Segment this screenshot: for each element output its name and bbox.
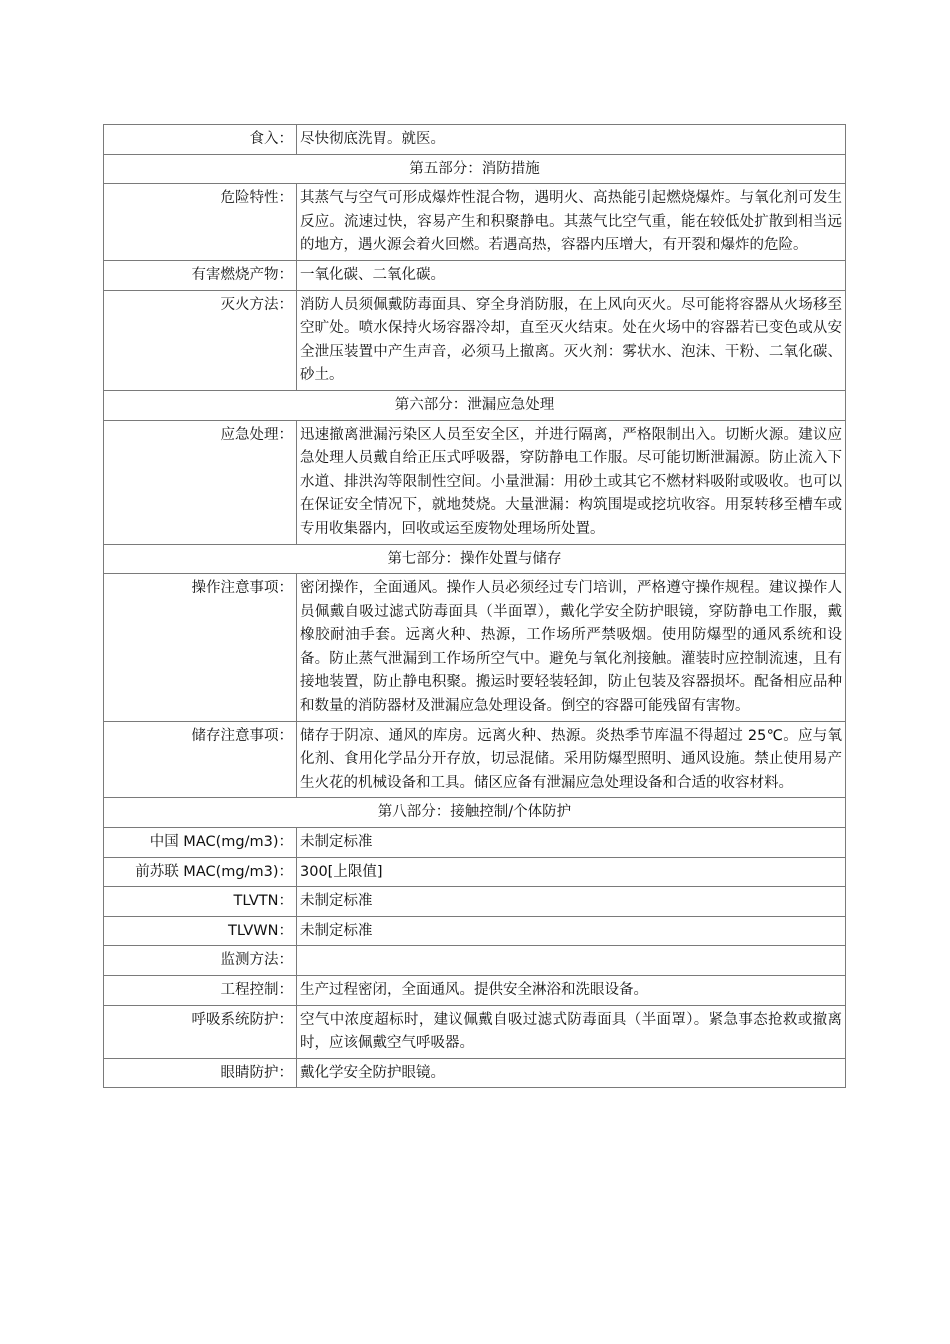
row-value: 一氧化碳、二氧化碳。: [297, 260, 846, 290]
row-value: 生产过程密闭，全面通风。提供安全淋浴和洗眼设备。: [297, 976, 846, 1006]
row-label: 呼吸系统防护：: [104, 1005, 297, 1058]
table-row: [104, 420, 846, 544]
row-value: 消防人员须佩戴防毒面具、穿全身消防服，在上风向灭火。尽可能将容器从火场移至空旷处。喷水保持火场容器冷却，直至灭火结束。处在火场中的容器若已变色或从安全泄压装置中产生声音，必须马上撤离。灭火剂：雾状水、泡沫、干粉、二氧化碳、砂土。: [297, 290, 846, 390]
section-title: 第七部分：操作处置与储存: [104, 544, 846, 574]
table-row: [104, 1058, 846, 1088]
table-row: [104, 976, 846, 1006]
row-value: 未制定标准: [297, 887, 846, 917]
row-label: 操作注意事项：: [104, 574, 297, 722]
table-row: [104, 260, 846, 290]
table-row: [104, 916, 846, 946]
section-header-row: [104, 798, 846, 828]
row-value: 未制定标准: [297, 916, 846, 946]
row-value: 戴化学安全防护眼镜。: [297, 1058, 846, 1088]
row-value: 其蒸气与空气可形成爆炸性混合物，遇明火、高热能引起燃烧爆炸。与氧化剂可发生反应。流速过快，容易产生和积聚静电。其蒸气比空气重，能在较低处扩散到相当远的地方，遇火源会着火回燃。若遇高热，容器内压增大，有开裂和爆炸的危险。: [297, 184, 846, 261]
row-label: 食入：: [104, 125, 297, 155]
table-row: [104, 828, 846, 858]
table-row: [104, 946, 846, 976]
section-title: 第六部分：泄漏应急处理: [104, 390, 846, 420]
section-header-row: [104, 154, 846, 184]
table-row: [104, 887, 846, 917]
row-value: [297, 946, 846, 976]
section-title: 第五部分：消防措施: [104, 154, 846, 184]
table-row: [104, 1005, 846, 1058]
table-row: [104, 184, 846, 261]
row-label: 眼睛防护：: [104, 1058, 297, 1088]
table-row: [104, 857, 846, 887]
row-label: TLVTN：: [104, 887, 297, 917]
row-value: 300[上限值]: [297, 857, 846, 887]
row-label: TLVWN：: [104, 916, 297, 946]
table-row: [104, 125, 846, 155]
table-row: [104, 721, 846, 798]
row-value: 未制定标准: [297, 828, 846, 858]
section-header-row: [104, 390, 846, 420]
row-label: 前苏联 MAC(mg/m3)：: [104, 857, 297, 887]
row-label: 应急处理：: [104, 420, 297, 544]
section-title: 第八部分：接触控制/个体防护: [104, 798, 846, 828]
row-value: 迅速撤离泄漏污染区人员至安全区，并进行隔离，严格限制出入。切断火源。建议应急处理人员戴自给正压式呼吸器，穿防静电工作服。尽可能切断泄漏源。防止流入下水道、排洪沟等限制性空间。小量泄漏：用砂土或其它不燃材料吸附或吸收。也可以在保证安全情况下，就地焚烧。大量泄漏：构筑围堤或挖坑收容。用泵转移至槽车或专用收集器内，回收或运至废物处理场所处置。: [297, 420, 846, 544]
row-label: 有害燃烧产物：: [104, 260, 297, 290]
row-value: 储存于阴凉、通风的库房。远离火种、热源。炎热季节库温不得超过 25℃。应与氧化剂、食用化学品分开存放，切忌混储。采用防爆型照明、通风设施。禁止使用易产生火花的机械设备和工具。储区应备有泄漏应急处理设备和合适的收容材料。: [297, 721, 846, 798]
table-row: [104, 290, 846, 390]
msds-table: [103, 124, 846, 1088]
row-value: 空气中浓度超标时，建议佩戴自吸过滤式防毒面具（半面罩）。紧急事态抢救或撤离时，应该佩戴空气呼吸器。: [297, 1005, 846, 1058]
table-row: [104, 574, 846, 722]
row-label: 危险特性：: [104, 184, 297, 261]
row-label: 储存注意事项：: [104, 721, 297, 798]
row-label: 工程控制：: [104, 976, 297, 1006]
row-label: 灭火方法：: [104, 290, 297, 390]
row-label: 中国 MAC(mg/m3)：: [104, 828, 297, 858]
row-value: 密闭操作，全面通风。操作人员必须经过专门培训，严格遵守操作规程。建议操作人员佩戴自吸过滤式防毒面具（半面罩），戴化学安全防护眼镜，穿防静电工作服，戴橡胶耐油手套。远离火种、热源，工作场所严禁吸烟。使用防爆型的通风系统和设备。防止蒸气泄漏到工作场所空气中。避免与氧化剂接触。灌装时应控制流速，且有接地装置，防止静电积聚。搬运时要轻装轻卸，防止包装及容器损坏。配备相应品种和数量的消防器材及泄漏应急处理设备。倒空的容器可能残留有害物。: [297, 574, 846, 722]
section-header-row: [104, 544, 846, 574]
row-label: 监测方法：: [104, 946, 297, 976]
row-value: 尽快彻底洗胃。就医。: [297, 125, 846, 155]
